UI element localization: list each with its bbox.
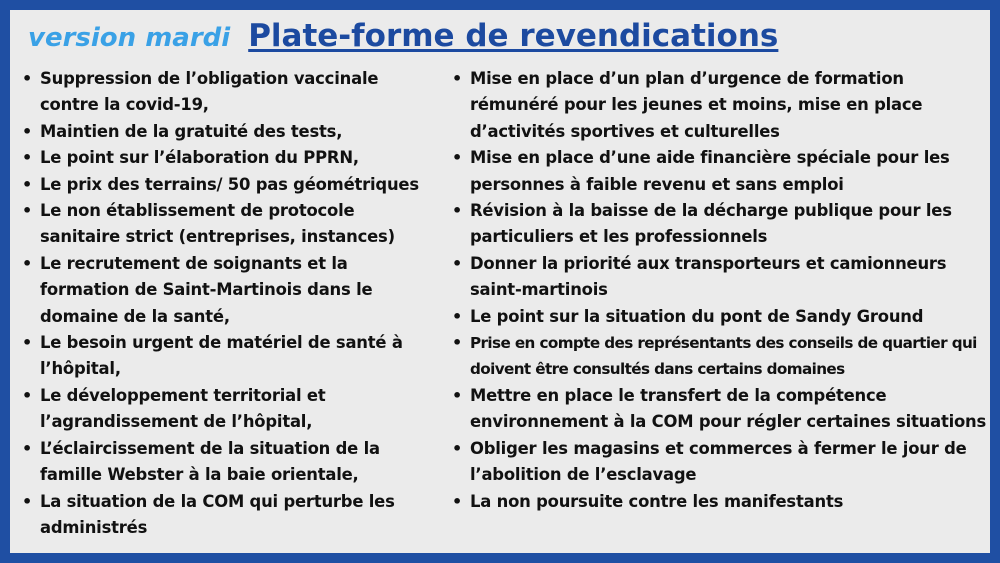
list-item [20,66,430,119]
list-item-text: Obliger les magasins et commerces à fermer le jour de l’abolition de l’esclavage [470,438,967,485]
list-item [20,145,430,171]
bullet-icon: • [22,333,33,353]
bullet-icon: • [452,148,463,168]
list-item-text: Le développement territorial et l’agrandissement de l’hôpital, [40,385,326,432]
bullet-icon: • [22,148,33,168]
list-item [450,330,990,383]
list-item [450,145,990,198]
bullet-icon: • [452,438,463,458]
document-card [10,10,990,553]
list-item [450,198,990,251]
list-item [20,330,430,383]
bullet-icon: • [452,201,463,221]
list-item [20,436,430,489]
list-item [450,383,990,436]
list-item [450,251,990,304]
list-item [20,119,430,145]
list-item [20,251,430,330]
list-item-text: La situation de la COM qui perturbe les administrés [40,491,395,537]
version-label: version mardi [28,23,231,53]
list-item-text: Prise en compte des représentants des conseils de quartier qui doivent être consultés dans certains domaines [470,334,977,379]
list-item-text: Révision à la baisse de la décharge publique pour les particuliers et les professionnels [470,201,952,247]
list-item-text: Mise en place d’une aide financière spéciale pour les personnes à faible revenu et sans emploi [470,148,950,194]
list-item-text: Mettre en place le transfert de la compétence environnement à la COM pour régler certaines situations [470,385,987,432]
list-item [20,172,430,198]
list-item-text: La non poursuite contre les manifestants [470,491,844,511]
bullet-icon: • [452,385,463,405]
header [28,18,778,54]
list-item [20,198,430,251]
list-item-text: Maintien de la gratuité des tests, [40,121,343,141]
list-item-text: Le point sur la situation du pont de Sandy Ground [470,306,924,326]
list-item-text: Le point sur l’élaboration du PPRN, [40,148,359,168]
bullet-icon: • [452,69,463,88]
bullet-icon: • [22,385,33,405]
list-item-text: Le besoin urgent de matériel de santé à l’hôpital, [40,333,403,379]
bullet-icon: • [452,491,463,511]
bullet-icon: • [22,69,33,88]
list-item [450,304,990,330]
bullet-icon: • [22,253,33,273]
bullet-icon: • [22,438,33,458]
bullet-icon: • [22,174,33,194]
list-item-text: Donner la priorité aux transporteurs et camionneurs saint-martinois [470,253,947,300]
list-item-text: Le recrutement de soignants et la formation de Saint-Martinois dans le domaine de la santé, [40,253,373,326]
list-item-text: Le prix des terrains/ 50 pas géométriques [40,174,419,194]
bullet-icon: • [452,253,463,273]
list-item [450,489,990,515]
bullet-icon: • [452,306,463,326]
list-item [20,383,430,436]
list-item [450,66,990,145]
list-item-text: Le non établissement de protocole sanitaire strict (entreprises, instances) [40,201,395,247]
page-title: Plate-forme de revendications [248,18,779,54]
left-column-list [20,66,430,541]
right-column-list [450,66,990,515]
list-item [450,436,990,489]
bullet-icon: • [22,491,33,511]
list-item-text: Mise en place d’un plan d’urgence de formation rémunéré pour les jeunes et moins, mise en place d’activités sportives et culturelles [470,69,923,141]
bullet-icon: • [22,121,33,141]
list-item-text: L’éclaircissement de la situation de la famille Webster à la baie orientale, [40,438,380,485]
list-item-text: Suppression de l’obligation vaccinale contre la covid-19, [40,69,379,115]
bullet-icon: • [22,201,33,221]
bullet-icon: • [452,333,462,353]
list-item [20,489,430,542]
